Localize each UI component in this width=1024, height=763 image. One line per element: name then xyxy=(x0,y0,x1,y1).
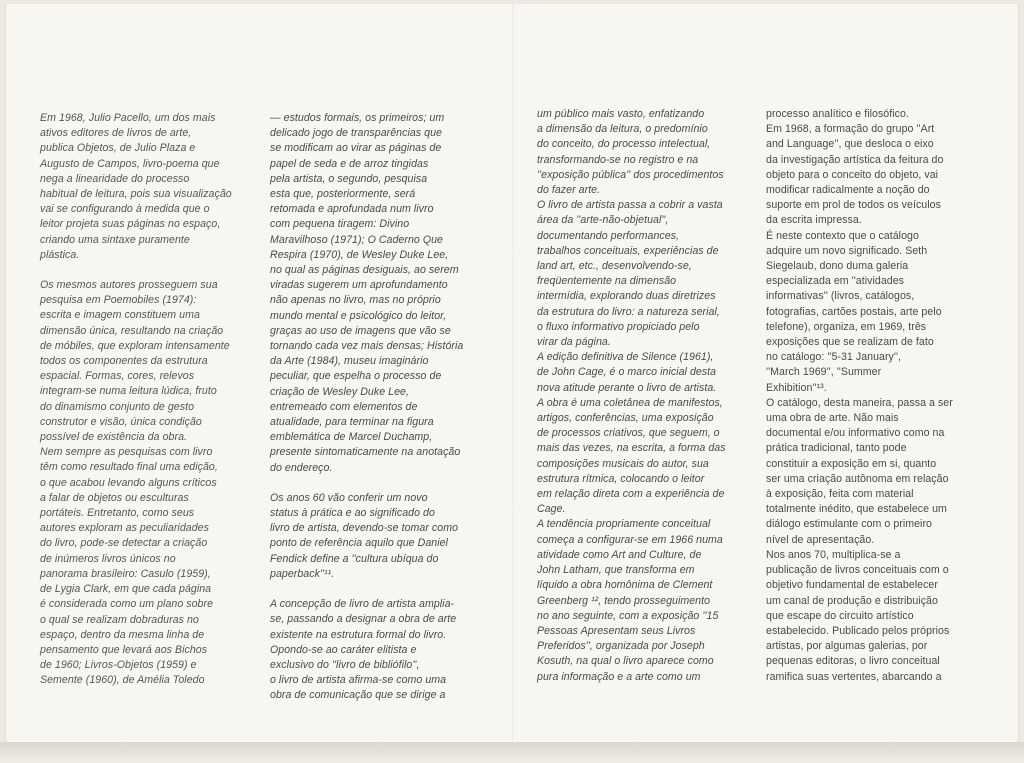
text-line: à exposição, feita com material xyxy=(766,488,914,501)
text-line: se modificam ao virar as páginas de xyxy=(270,142,442,155)
text-line: é considerada como um plano sobre xyxy=(40,598,214,611)
text-line: Os mesmos autores prosseguem sua xyxy=(40,279,218,292)
text-line: uma obra de arte. Não mais xyxy=(766,412,899,425)
text-line: estrutura rítmica, colocando o leitor xyxy=(537,472,705,485)
text-line: têm como resultado final uma edição, xyxy=(40,461,218,474)
text-line: Siegelaub, dono duma galeria xyxy=(766,260,909,273)
text-line: totalmente inédito, que estabelece um xyxy=(766,503,947,516)
text-line: viradas sugerem um aprofundamento xyxy=(270,279,448,292)
text-line: de móbiles, que exploram intensamente xyxy=(40,339,230,352)
text-line: Em 1968, Julio Pacello, um dos mais xyxy=(40,112,216,124)
text-line: habitual de leitura, pois sua visualização xyxy=(40,188,232,201)
text-line: estabelecido. Publicado pelos próprios xyxy=(766,624,950,637)
text-line: retomada e aprofundada num livro xyxy=(270,203,434,216)
text-line: Respira (1970), de Wesley Duke Lee, xyxy=(270,248,449,261)
text-column-1 xyxy=(40,111,232,689)
text-line: especializada em ''atividades xyxy=(766,275,904,288)
text-line: peculiar, que espelha o processo de xyxy=(270,370,442,383)
text-line: criando uma sintaxe puramente xyxy=(40,233,190,246)
text-column-3 xyxy=(537,107,726,685)
text-line: pequenas editoras, o livro conceitual xyxy=(766,655,940,668)
center-fold xyxy=(512,4,514,742)
text-line: espaço, dentro da mesma linha de xyxy=(40,628,205,641)
text-line: modificar radicalmente a noção do xyxy=(766,184,930,197)
text-line: trabalhos conceituais, experiências de xyxy=(537,244,719,257)
text-line: publicação de livros conceituais com o xyxy=(766,564,949,577)
text-line: entremeado com elementos de xyxy=(270,400,418,413)
text-line: área da ''arte-não-objetual'', xyxy=(537,214,669,227)
text-line: espacial. Formas, cores, relevos xyxy=(40,370,195,383)
text-line: artistas, por algumas galerias, por xyxy=(766,640,928,653)
text-line: construtor e visão, única condição xyxy=(40,415,202,428)
text-line: É neste contexto que o catálogo xyxy=(766,229,919,242)
text-line: fotografias, cartões postais, arte pelo xyxy=(766,305,942,318)
text-line: plástica. xyxy=(40,248,80,261)
text-line: Fendick define a ''cultura ubíqua do xyxy=(270,552,439,565)
text-line: portáteis. Entretanto, como seus xyxy=(40,507,195,520)
text-line: adquire um novo significado. Seth xyxy=(766,244,928,257)
text-line: da estrutura do livro: a natureza serial, xyxy=(537,305,720,318)
text-line: começa a configurar-se em 1966 numa xyxy=(537,533,723,546)
text-line: constituir a exposição em si, quanto xyxy=(766,457,937,470)
text-line: nega a linearidade do processo xyxy=(40,172,190,185)
text-line: transformando-se no registro e na xyxy=(537,153,699,166)
text-line: Greenberg ¹², tendo prosseguimento xyxy=(537,594,711,607)
text-line: possível de existência da obra. xyxy=(40,431,188,444)
text-line: de inúmeros livros únicos no xyxy=(40,552,176,565)
text-line: dimensão única, resultando na criação xyxy=(40,324,224,337)
text-line: prática tradicional, tanto pode xyxy=(766,442,907,455)
text-line: criação de Wesley Duke Lee, xyxy=(270,385,409,398)
text-line: com pequena tiragem: Divino xyxy=(270,218,410,231)
text-line: Semente (1960), de Amélia Toledo xyxy=(40,674,205,687)
text-line: suporte em prol de todos os veículos xyxy=(766,199,941,212)
text-line: se, passando a designar a obra de arte xyxy=(270,613,457,626)
text-line: Cage. xyxy=(537,503,566,516)
text-line: telefone), organiza, em 1969, três xyxy=(766,320,927,333)
text-column-2 xyxy=(270,111,463,704)
text-line: — estudos formais, os primeiros; um xyxy=(270,112,445,124)
text-line: virar da página. xyxy=(537,336,611,349)
text-line: Exhibition''¹³. xyxy=(766,381,827,394)
text-line: o fluxo informativo propiciado pelo xyxy=(537,320,700,333)
text-line: status à prática e ao significado do xyxy=(270,507,435,520)
text-line: pura informação e a arte como um xyxy=(537,670,701,683)
text-line: pesquisa em Poemobiles (1974): xyxy=(40,294,197,307)
text-line: O livro de artista passa a cobrir a vasta xyxy=(537,199,723,212)
text-line: da Arte (1984), museu imaginário xyxy=(270,355,429,368)
text-line: da escrita impressa. xyxy=(766,214,862,227)
text-line: A tendência propriamente conceitual xyxy=(537,518,711,531)
text-line: livro de artista, devendo-se tomar como xyxy=(270,522,459,535)
text-line: a dimensão da leitura, o predomínio xyxy=(537,123,708,136)
text-line: todos os componentes da estrutura xyxy=(40,355,208,368)
text-line: do fazer arte. xyxy=(537,184,601,197)
text-line: existente na estrutura formal do livro. xyxy=(270,628,447,641)
text-line: o que acabou levando alguns críticos xyxy=(40,476,217,489)
text-line: leitor projeta suas páginas no espaço, xyxy=(40,218,221,231)
text-line: Nem sempre as pesquisas com livro xyxy=(40,446,213,459)
text-line: documental e/ou informativo como na xyxy=(766,427,945,440)
text-line: o livro de artista afirma-se como uma xyxy=(270,674,447,687)
text-line: esta que, posteriormente, será xyxy=(270,188,416,201)
text-line: vai se configurando à medida que o xyxy=(40,203,210,216)
text-line: informativas'' (livros, catálogos, xyxy=(766,290,915,303)
text-line: ramifica suas vertentes, abarcando a xyxy=(766,670,942,683)
text-line: A obra é uma coletânea de manifestos, xyxy=(537,396,723,409)
text-line: do conceito, do processo intelectual, xyxy=(537,138,711,151)
text-line: mais das vezes, na escrita, a forma das xyxy=(537,442,726,455)
text-line: A edição definitiva de Silence (1961), xyxy=(537,351,714,364)
text-line: nível de apresentação. xyxy=(766,533,875,546)
text-line: intermídia, explorando duas diretrizes xyxy=(537,290,716,303)
text-line: mundo mental e psicológico do leitor, xyxy=(270,309,447,322)
text-line: Em 1968, a formação do grupo ''Art xyxy=(766,123,935,136)
text-line: land art, etc., desenvolvendo-se, xyxy=(537,260,692,273)
text-line: que escape do circuito artístico xyxy=(766,609,914,622)
text-line: da investigação artística da feitura do xyxy=(766,153,944,166)
text-line: papel de seda e de arroz tingidas xyxy=(270,157,429,170)
text-line: freqüentemente na dimensão xyxy=(537,275,677,288)
text-line: and Language'', que desloca o eixo xyxy=(766,138,934,151)
text-line: integram-se numa leitura lúdica, fruto xyxy=(40,385,217,398)
text-line: do livro, pode-se detectar a criação xyxy=(40,537,208,550)
text-line: ativos editores de livros de arte, xyxy=(40,127,192,140)
text-line: o qual se realizam dobraduras no xyxy=(40,613,199,626)
text-line: ponto de referência aquilo que Daniel xyxy=(270,537,448,550)
text-line: objeto para o conceito do objeto, vai xyxy=(766,168,939,181)
text-line: emblemática de Marcel Duchamp, xyxy=(270,431,433,444)
text-line: no qual as páginas desiguais, ao serem xyxy=(270,264,459,277)
text-line: composições musicais do autor, sua xyxy=(537,457,709,470)
sheet-bottom-edge xyxy=(0,742,1024,763)
text-line: atividade como Art and Culture, de xyxy=(537,548,702,561)
text-line: Os anos 60 vão conferir um novo xyxy=(270,491,428,504)
text-line: graças ao uso de imagens que vão se xyxy=(270,324,451,337)
text-line: documentando performances, xyxy=(537,229,680,242)
text-line: do endereço. xyxy=(270,461,333,474)
text-line: Kosuth, na qual o livro aparece como xyxy=(537,655,714,668)
text-line: ser uma criação autônoma em relação xyxy=(766,472,949,485)
text-line: panorama brasileiro: Casulo (1959), xyxy=(40,567,211,580)
text-line: Preferidos'', organizada por Joseph xyxy=(537,640,705,653)
text-line: não apenas no livro, mas no próprio xyxy=(270,294,441,307)
text-line: Augusto de Campos, livro-poema que xyxy=(40,157,220,170)
text-line: exposições que se realizam de fato xyxy=(766,336,934,349)
text-line: paperback''¹¹. xyxy=(270,567,335,580)
text-line: no ano seguinte, com a exposição ''15 xyxy=(537,609,719,622)
text-line: nova atitude perante o livro de artista. xyxy=(537,381,717,394)
text-line: no catálogo: ''5-31 January'', xyxy=(766,351,902,364)
text-line: líquido a obra homônima de Clement xyxy=(537,579,713,592)
text-line: atualidade, para terminar na figura xyxy=(270,416,434,429)
text-line: ''March 1969'', ''Summer xyxy=(766,366,882,379)
text-line: do dinamismo conjunto de gesto xyxy=(40,400,195,413)
text-line: de Lygia Clark, em que cada página xyxy=(40,583,212,596)
text-line: processo analítico e filosófico. xyxy=(766,108,909,120)
text-line: de processos criativos, que seguem, o xyxy=(537,427,720,440)
text-line: delicado jogo de transparências que xyxy=(270,127,442,140)
text-line: um público mais vasto, enfatizando xyxy=(537,108,705,120)
text-line: exclusivo do ''livro de bibliófilo'', xyxy=(270,658,420,671)
text-line: publica Objetos, de Julio Plaza e xyxy=(40,142,196,155)
text-line: escrita e imagem constituem uma xyxy=(40,309,200,322)
text-line: O catálogo, desta maneira, passa a ser xyxy=(766,396,953,409)
text-line: John Latham, que transforma em xyxy=(537,564,695,577)
text-line: de John Cage, é o marco inicial desta xyxy=(537,366,717,379)
text-line: ''exposição pública'' dos procedimentos xyxy=(537,168,724,181)
text-line: presente sintomaticamente na anotação xyxy=(270,446,461,459)
text-line: diálogo estimulante com o primeiro xyxy=(766,518,932,531)
text-line: pensamento que levará aos Bichos xyxy=(40,643,208,656)
text-line: a falar de objetos ou esculturas xyxy=(40,491,189,504)
text-column-4 xyxy=(766,107,953,685)
text-line: autores exploram as peculiaridades xyxy=(40,522,209,535)
text-line: Pessoas Apresentam seus Livros xyxy=(537,624,696,637)
text-line: pela artista, o segundo, pesquisa xyxy=(270,172,428,185)
text-line: tornando cada vez mais densas; História xyxy=(270,340,464,353)
text-line: Maravilhoso (1971); O Caderno Que xyxy=(270,233,444,246)
text-line: em relação direta com a experiência de xyxy=(537,488,725,501)
text-line: de 1960; Livros-Objetos (1959) e xyxy=(40,659,197,672)
text-line: objetivo fundamental de estabelecer xyxy=(766,579,938,592)
text-line: artigos, conferências, uma exposição xyxy=(537,412,714,425)
text-line: A concepção de livro de artista amplia- xyxy=(270,598,455,611)
text-line: Opondo-se ao caráter elitista e xyxy=(270,643,417,656)
text-line: um canal de produção e distribuição xyxy=(766,594,938,607)
text-line: obra de comunicação que se dirige a xyxy=(270,689,446,702)
text-line: Nos anos 70, multiplica-se a xyxy=(766,548,901,561)
